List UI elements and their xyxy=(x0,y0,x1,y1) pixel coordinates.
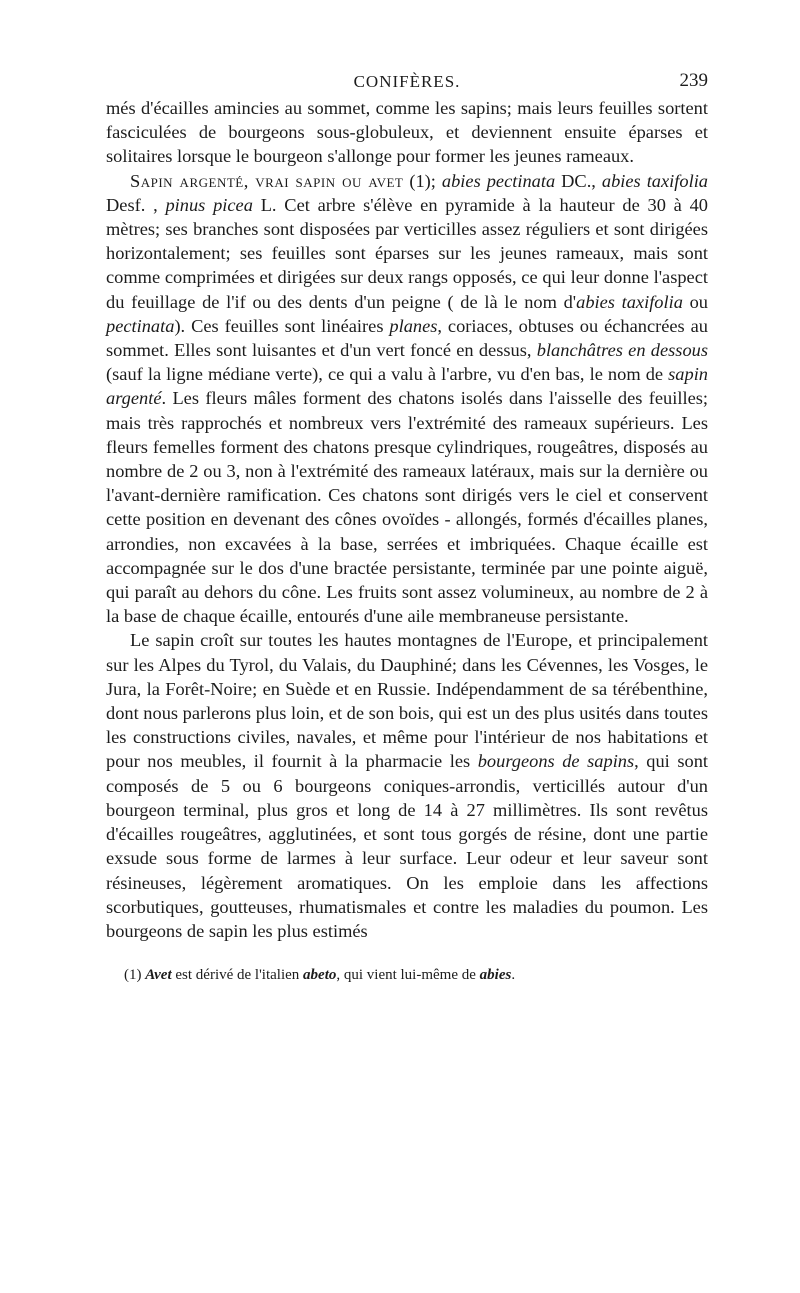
species-heading: Sapin argenté, vrai sapin ou avet xyxy=(130,170,404,191)
paragraph-sapin-argente: Sapin argenté, vrai sapin ou avet (1); abies pectinata DC., abies taxifolia Desf. , pinus picea L. Cet arbre s'élève en pyramide à la hauteur de 30 à 40 mètres; ses branches sont disposées par verticilles assez réguliers et sont dirigées horizontalement; ses feuilles sont éparses sur les jeunes rameaux, mais sont comme comprimées et dirigées sur deux rangs opposés, ce qui leur donne l'aspect du feuillage de l'if ou des dents d'un peigne ( de là le nom d'abies taxifolia ou pectinata). Ces feuilles sont linéaires planes, coriaces, obtuses ou échancrées au sommet. Elles sont luisantes et d'un vert foncé en dessus, blanchâtres en dessous (sauf la ligne médiane verte), ce qui a valu à l'arbre, vu d'en bas, le nom de sapin argenté. Les fleurs mâles forment des chatons isolés dans l'aisselle des feuilles; mais très rapprochés et nombreux vers l'extrémité des rameaux supérieurs. Les fleurs femelles forment des chatons presque cylindriques, rougeâtres, disposés au nombre de 2 ou 3, non à l'extrémité des rameaux latéraux, mais sur la dernière ou l'avant-dernière ramification. Ces chatons sont dirigés vers le ciel et conservent cette position en devenant des cônes ovoïdes - allongés, formés d'écailles planes, arrondies, non excavées à la base, serrées et imbriquées. Chaque écaille est accompagnée sur le dos d'une bractée persistante, terminée par une pointe aiguë, qui paraît au dehors du cône. Les fruits sont assez volumineux, au nombre de 2 à la base de chaque écaille, entourés d'une aile membraneuse persistante. xyxy=(106,170,709,627)
running-header xyxy=(106,68,708,96)
paragraph-habitat: Le sapin croît sur toutes les hautes montagnes de l'Europe, et principalement sur les Alpes du Tyrol, du Valais, du Dauphiné; dans les Cévennes, les Vosges, le Jura, la Forêt-Noire; en Suède et en Russie. Indépendamment de sa térébenthine, dont nous parlerons plus loin, et de son bois, qui est un des plus usités dans toutes les constructions civiles, navales, et même pour l'intérieur de nos habitations et pour nos meubles, il fournit à la pharmacie les bourgeons de sapins, qui sont composés de 5 ou 6 bourgeons coniques-arrondis, verticillés autour d'un bourgeon terminal, plus gros et long de 14 à 27 millimètres. Ils sont revêtus d'écailles rougeâtres, agglutinées, et sont tous gorgés de résine, dont une partie exsude sous forme de larmes à leur surface. Leur odeur et leur saveur sont résineuses, légèrement aromatiques. On les emploie dans les affections scorbutiques, goutteuses, rhumatismales et contre les maladies du poumon. Les bourgeons de sapin les plus estimés xyxy=(106,630,708,941)
book-page xyxy=(106,68,708,985)
page-number: 239 xyxy=(679,70,708,91)
synonym: abies taxifolia xyxy=(601,170,708,191)
footnote: (1) Avet est dérivé de l'italien abeto, qui vient lui-même de abies. xyxy=(124,967,516,984)
synonym: pinus picea xyxy=(165,194,253,215)
synonym: abies pectinata xyxy=(441,170,556,191)
running-title: CONIFÈRES. xyxy=(353,72,461,91)
body-text xyxy=(106,96,708,943)
paragraph-continuation: més d'écailles amincies au sommet, comme les sapins; mais leurs feuilles sortent fasciculées de bourgeons sous-globuleux, et deviennent ensuite éparses et solitaires lorsque le bourgeon s'allonge pour former les jeunes rameaux. xyxy=(106,98,708,167)
footnote-marker: (1) xyxy=(124,967,146,984)
